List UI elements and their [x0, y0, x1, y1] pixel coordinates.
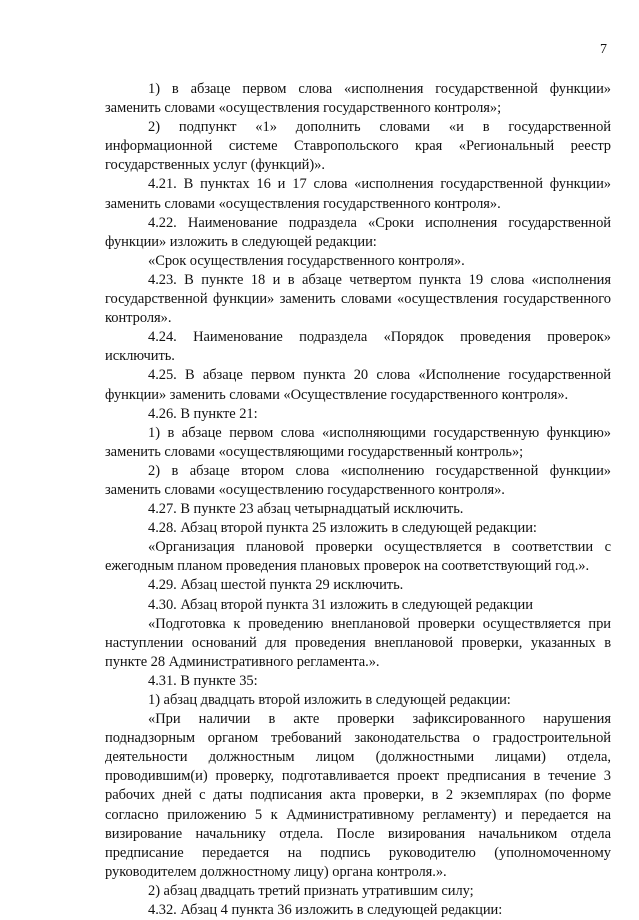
- page-number: 7: [600, 42, 607, 57]
- paragraph: 4.22. Наименование подраздела «Сроки исполнения государственной функции» изложить в следующей редакции:: [105, 214, 611, 250]
- paragraph: 4.21. В пунктах 16 и 17 слова «исполнения государственной функции» заменить словами «осуществления государственного контроля».: [105, 176, 611, 212]
- paragraph: 2) в абзаце втором слова «исполнению государственной функции» заменить словами «осуществлению государственного контроля».: [105, 462, 611, 498]
- paragraph: 4.32. Абзац 4 пункта 36 изложить в следующей редакции:: [148, 902, 503, 919]
- paragraph: «При наличии в акте проверки зафиксированного нарушения поднадзорным органом требований законодательства о градостроительной деятельности должностным лицом (должностными лицами) отдела, проводившим(и) проверку, подготавливается проект предписания в течение 3 рабочих дней с даты подписания акта проверки, в 2 экземплярах (по форме согласно приложению 5 к Административному регламенту) и передается на визирование начальнику отдела. После визирования начальником отдела предписание передается на подпись руководителю (уполномоченному руководителем должностному лицу) органа контроля.».: [105, 711, 611, 880]
- paragraph: 1) в абзаце первом слова «исполнения государственной функции» заменить словами «осуществления государственного контроля»;: [105, 81, 611, 117]
- paragraph: 2) абзац двадцать третий признать утратившим силу;: [148, 882, 474, 899]
- paragraph: «Подготовка к проведению внеплановой проверки осуществляется при наступлении оснований для проведения внеплановой проверки, указанных в пункте 28 Административного регламента.».: [105, 615, 611, 670]
- paragraph: 1) в абзаце первом слова «исполняющими государственную функцию» заменить словами «осуществляющими государственный контроль»;: [105, 424, 611, 460]
- paragraph: 4.23. В пункте 18 и в абзаце четвертом пункта 19 слова «исполнения государственной функции» заменить словами «осуществления государственного контроля».: [105, 271, 611, 327]
- paragraph: 4.28. Абзац второй пункта 25 изложить в следующей редакции:: [148, 520, 537, 537]
- paragraph: 4.25. В абзаце первом пункта 20 слова «Исполнение государственной функции» заменить словами «Осуществление государственного контроля».: [105, 367, 611, 403]
- paragraph: 1) абзац двадцать второй изложить в следующей редакции:: [148, 692, 511, 708]
- paragraph: 4.30. Абзац второй пункта 31 изложить в следующей редакции: [148, 596, 533, 613]
- paragraph: 4.26. В пункте 21:: [148, 405, 258, 422]
- paragraph: «Срок осуществления государственного контроля».: [148, 252, 465, 269]
- document-body: [105, 80, 611, 920]
- paragraph: «Организация плановой проверки осуществляется в соответствии с ежегодным планом проведения плановых проверок на соответствующий год.».: [105, 539, 611, 575]
- paragraph: 4.31. В пункте 35:: [148, 672, 258, 689]
- paragraph: 2) подпункт «1» дополнить словами «и в государственной информационной системе Ставропольского края «Региональный реестр государственных услуг (функций)».: [105, 119, 611, 174]
- paragraph: 4.24. Наименование подраздела «Порядок проведения проверок» исключить.: [105, 329, 611, 365]
- paragraph: 4.29. Абзац шестой пункта 29 исключить.: [148, 577, 404, 594]
- paragraph: 4.27. В пункте 23 абзац четырнадцатый исключить.: [148, 501, 464, 518]
